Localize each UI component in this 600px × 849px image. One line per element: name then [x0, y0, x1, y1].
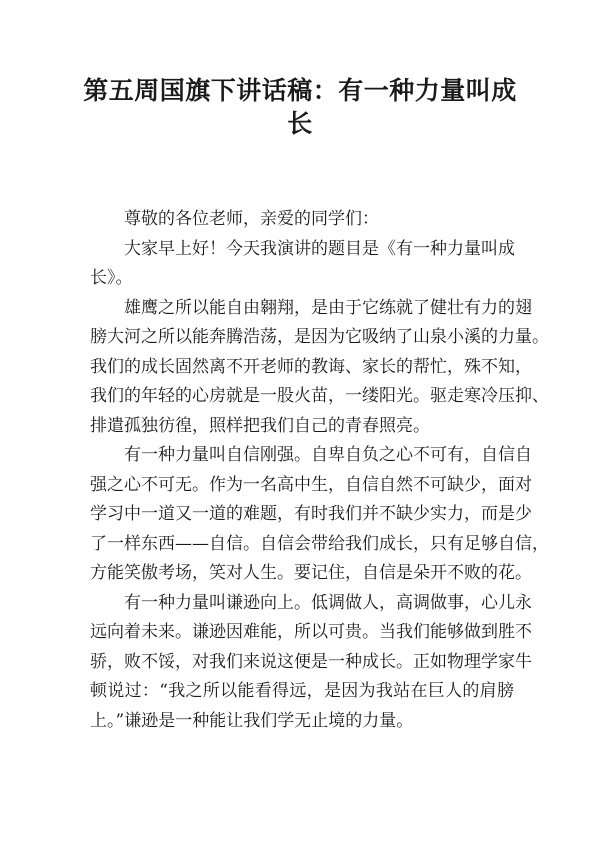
page-title — [0, 74, 600, 140]
salutation: 尊敬的各位老师，亲爱的同学们： — [124, 209, 379, 229]
paragraph-line: 我们的年轻的心房就是一股火苗，一缕阳光。驱走寒冷压抑、 — [90, 386, 549, 406]
paragraph-line: 有一种力量叫自信刚强。自卑自负之心不可有，自信自 — [124, 445, 532, 465]
paragraph-line: 强之心不可无。作为一名高中生，自信自然不可缺少，面对 — [90, 474, 532, 495]
paragraph-line: 有一种力量叫谦逊向上。低调做人，高调做事，心儿永 — [124, 592, 532, 613]
title-line-2: 长 — [287, 109, 313, 138]
title-line-1: 第五周国旗下讲话稿：有一种力量叫成 — [83, 76, 517, 105]
paragraph-line: 长》。 — [90, 268, 133, 288]
paragraph-line: 大家早上好！今天我演讲的题目是《有一种力量叫成 — [124, 238, 515, 259]
paragraph-line: 方能笑傲考场，笑对人生。要记住，自信是朵开不败的花。 — [90, 563, 532, 583]
speech-body — [90, 205, 549, 736]
paragraph-line: 雄鹰之所以能自由翱翔，是由于它练就了健壮有力的翅 — [124, 297, 532, 318]
paragraph-line: 顿说过：“我之所以能看得远，是因为我站在巨人的肩膀 — [90, 681, 514, 701]
paragraph-line: 上。”谦逊是一种能让我们学无止境的力量。 — [90, 710, 414, 731]
paragraph-line: 学习中一道又一道的难题，有时我们并不缺少实力，而是少 — [90, 504, 532, 524]
paragraph-line: 远向着未来。谦逊因难能，所以可贵。当我们能够做到胜不 — [90, 622, 532, 642]
paragraph-line: 排遣孤独彷徨，照样把我们自己的青春照亮。 — [90, 415, 430, 436]
paragraph-line: 骄，败不馁，对我们来说这便是一种成长。正如物理学家牛 — [90, 651, 532, 672]
paragraph-line: 我们的成长固然离不开老师的教诲、家长的帮忙，殊不知， — [90, 356, 532, 377]
paragraph-line: 了一样东西——自信。自信会带给我们成长，只有足够自信， — [90, 533, 549, 554]
paragraph-line: 膀大河之所以能奔腾浩荡，是因为它吸纳了山泉小溪的力量。 — [90, 327, 549, 347]
